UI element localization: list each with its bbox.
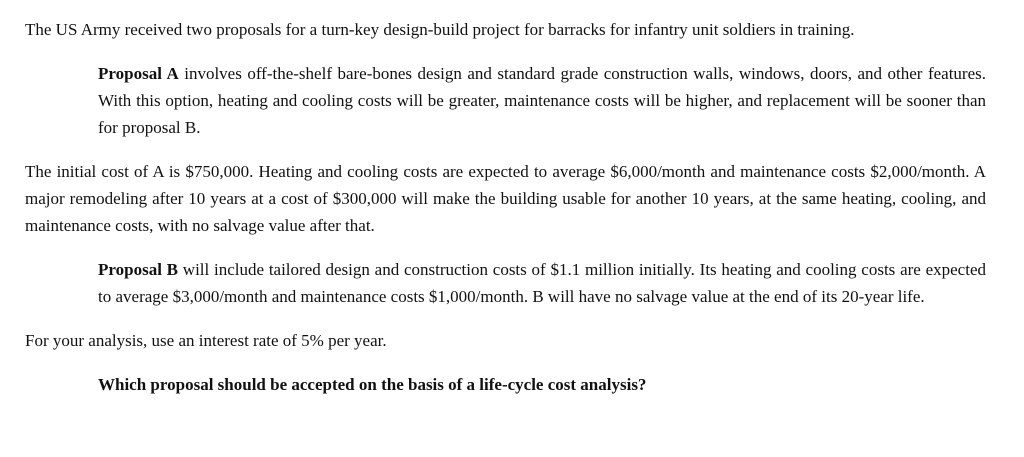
cost-a-paragraph: The initial cost of A is $750,000. Heating and cooling costs are expected to average $6,000/month and maintenance costs $2,000/month. A major remodeling after 10 years at a cost of $300,000 will make the building usable for another 10 years, at the same heating, cooling, and maintenance costs, with no salvage value after that. [25, 162, 986, 235]
question-paragraph: Which proposal should be accepted on the basis of a life-cycle cost analysis? [98, 375, 647, 394]
proposal-a-text: involves off-the-shelf bare-bones design and standard grade construction walls, windows, doors, and other features. With this option, heating and cooling costs will be greater, maintenance costs will be higher, and replacement will be sooner than for proposal B. [98, 64, 986, 137]
proposal-a-paragraph [25, 60, 986, 141]
analysis-paragraph: For your analysis, use an interest rate of 5% per year. [25, 331, 387, 350]
proposal-b-paragraph [25, 256, 986, 310]
proposal-b-text: will include tailored design and construction costs of $1.1 million initially. Its heating and cooling costs are expected to average $3,000/month and maintenance costs $1,000/month. B will have no salvage value at the end of its 20-year life. [98, 260, 986, 306]
proposal-b-label: Proposal B [98, 260, 179, 279]
proposal-a-label: Proposal A [98, 64, 179, 83]
intro-paragraph: The US Army received two proposals for a turn-key design-build project for barracks for infantry unit soldiers in training. [25, 20, 855, 39]
